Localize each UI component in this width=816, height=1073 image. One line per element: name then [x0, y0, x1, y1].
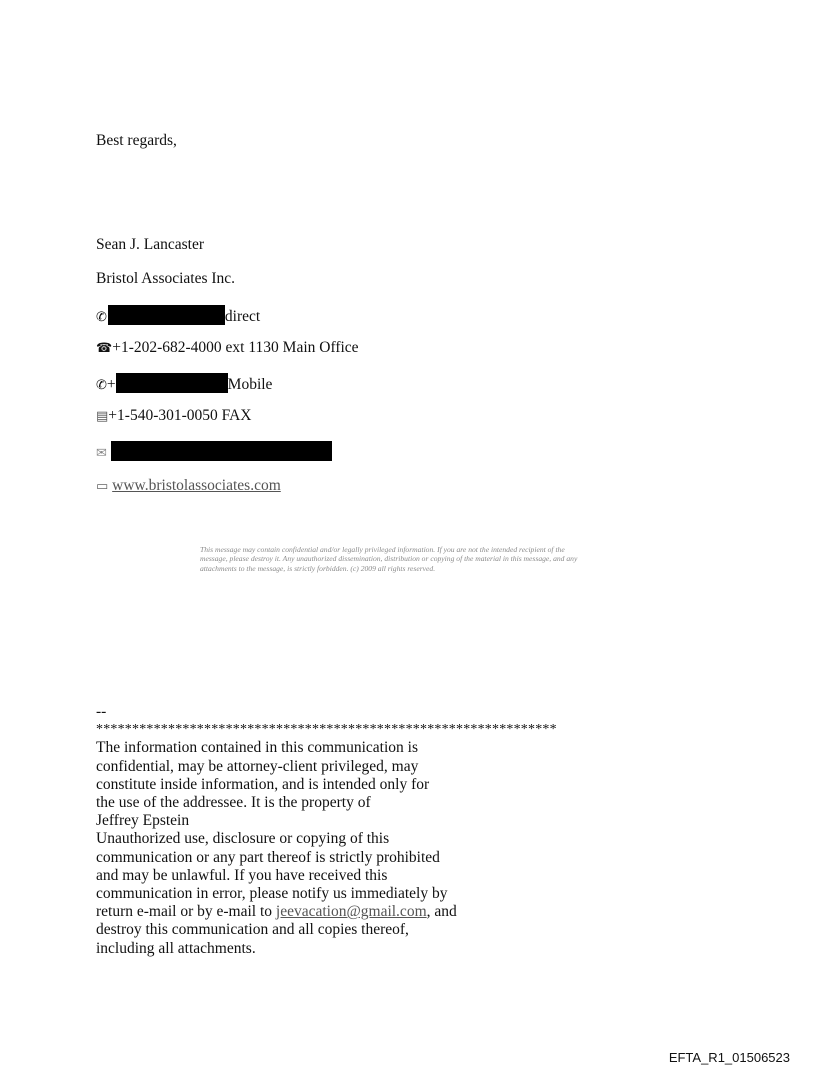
redaction-bar	[111, 441, 332, 461]
disclaimer-line: This message may contain confidential and/or legally privileged information. If you are not the intended recipient of the	[200, 545, 565, 554]
phone-icon: ✆	[96, 310, 107, 325]
email-line	[96, 441, 332, 463]
website-line	[96, 477, 281, 496]
sender-name: Sean J. Lancaster	[96, 236, 205, 253]
computer-icon: ▭	[96, 479, 109, 494]
notice-line: confidential, may be attorney-client privileged, may	[96, 757, 419, 775]
separator-stars: ****************************************************************	[96, 722, 557, 738]
fax-icon: ▤	[96, 409, 109, 424]
closing-text: Best regards,	[96, 132, 177, 149]
website-link[interactable]: www.bristolassociates.com	[112, 477, 281, 494]
disclaimer-line: attachments to the message, is strictly forbidden. (c) 2009 all rights reserved.	[200, 563, 436, 573]
bates-number: EFTA_R1_01506523	[668, 1050, 790, 1065]
redaction-bar	[108, 305, 225, 325]
telephone-icon: ☎	[96, 341, 113, 356]
notice-line: communication in error, please notify us immediately by	[96, 885, 448, 903]
legal-disclaimer	[200, 545, 720, 573]
fax-line	[96, 407, 252, 426]
notice-line: destroy this communication and all copies thereof,	[96, 921, 409, 939]
fax-number: +1-540-301-0050 FAX	[108, 407, 252, 424]
notice-line-email	[96, 903, 566, 921]
confidentiality-notice	[96, 703, 566, 958]
separator-dashes: --	[96, 703, 107, 720]
main-office-number: +1-202-682-4000 ext 1130 Main Office	[112, 339, 359, 356]
main-office-line	[96, 339, 359, 358]
mobile-prefix: +	[106, 376, 116, 393]
disclaimer-line: message, please destroy it. Any unauthorized dissemination, distribution or copying of the material in this message, and any	[200, 554, 578, 564]
mobile-line	[96, 373, 272, 395]
direct-label: direct	[224, 308, 261, 325]
sender-company: Bristol Associates Inc.	[96, 270, 236, 287]
direct-phone-line	[96, 305, 260, 327]
notice-line: Unauthorized use, disclosure or copying of this	[96, 830, 390, 848]
notice-line: communication or any part thereof is strictly prohibited	[96, 848, 440, 866]
notice-line: including all attachments.	[96, 939, 256, 957]
notice-line: constitute inside information, and is intended only for	[96, 775, 430, 793]
notice-line: and may be unlawful. If you have received this	[96, 866, 388, 884]
notice-line: the use of the addressee. It is the property of	[96, 794, 371, 812]
notice-line: Jeffrey Epstein	[96, 812, 190, 830]
notice-line: The information contained in this communication is	[96, 739, 418, 757]
redaction-bar	[116, 373, 228, 393]
envelope-icon: ✉	[96, 446, 107, 461]
mobile-label: Mobile	[227, 376, 273, 393]
return-prefix: return e-mail or by e-mail to	[96, 903, 276, 921]
email-link[interactable]: jeevacation@gmail.com	[275, 903, 427, 921]
return-suffix: , and	[426, 903, 457, 921]
mobile-icon: ✆	[96, 378, 107, 393]
